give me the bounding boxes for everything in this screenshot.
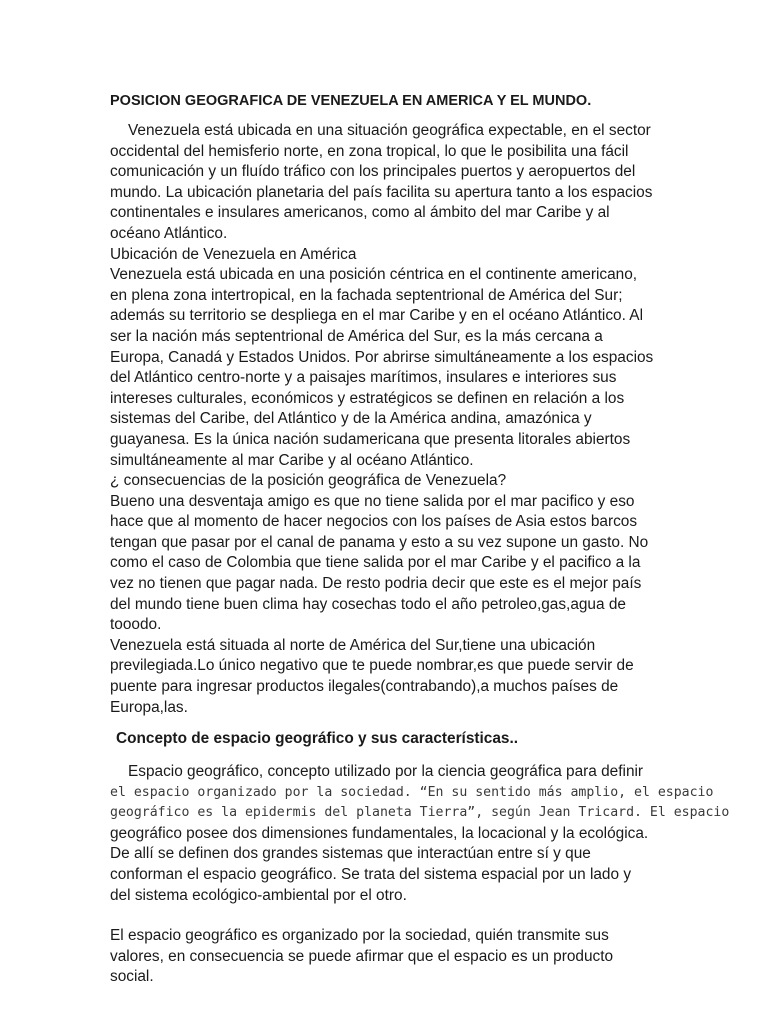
text-line: guayanesa. Es la única nación sudamericana que presenta litorales abiertos bbox=[110, 430, 631, 448]
text-line: conforman el espacio geográfico. Se trata del sistema espacial por un lado y bbox=[110, 865, 632, 883]
document-title: POSICION GEOGRAFICA DE VENEZUELA EN AMERICA Y EL MUNDO. bbox=[110, 93, 592, 109]
text-line: tooodo. bbox=[110, 616, 162, 634]
text-line: además su territorio se despliega en el mar Caribe y en el océano Atlántico. Al bbox=[110, 307, 643, 325]
text-line: Europa, Canadá y Estados Unidos. Por abrirse simultáneamente a los espacios bbox=[110, 348, 654, 366]
text-line: como el caso de Colombia que tiene salida por el mar Caribe y el pacifico a la bbox=[110, 554, 641, 572]
text-line: en plena zona intertropical, en la fachada septentrional de América del Sur; bbox=[110, 286, 623, 304]
text-line: hace que al momento de hacer negocios con los países de Asia estos barcos bbox=[110, 513, 638, 531]
text-line: De allí se definen dos grandes sistemas que interactúan entre sí y que bbox=[110, 845, 591, 863]
question-line: ¿ consecuencias de la posición geográfica de Venezuela? bbox=[110, 472, 507, 490]
text-line: simultáneamente al mar Caribe y al océano Atlántico. bbox=[110, 451, 474, 469]
text-line: Venezuela está situada al norte de América del Sur,tiene una ubicación bbox=[110, 636, 596, 654]
text-line: tengan que pasar por el canal de panama y esto a su vez supone un gasto. No bbox=[110, 533, 649, 551]
subheading-line: Ubicación de Venezuela en América bbox=[110, 245, 357, 263]
text-line: Espacio geográfico, concepto utilizado por la ciencia geográfica para definir bbox=[128, 763, 644, 780]
text-line: del mundo tiene buen clima hay cosechas todo el año petroleo,gas,agua de bbox=[110, 595, 626, 613]
text-line: continentales e insulares americanos, como al ámbito del mar Caribe y al bbox=[110, 204, 610, 222]
text-line: del sistema ecológico-ambiental por el otro. bbox=[110, 886, 407, 904]
text-line: Bueno una desventaja amigo es que no tiene salida por el mar pacifico y eso bbox=[110, 492, 635, 510]
text-line: occidental del hemisferio norte, en zona tropical, lo que le posibilita una fácil bbox=[110, 142, 629, 160]
paragraph-block-3 bbox=[110, 926, 670, 988]
paragraph-block-2 bbox=[110, 762, 730, 906]
text-line: valores, en consecuencia se puede afirmar que el espacio es un producto bbox=[110, 947, 614, 965]
text-line: sistemas del Caribe, del Atlántico y de la América andina, amazónica y bbox=[110, 410, 592, 428]
paragraph-block-1 bbox=[110, 121, 670, 718]
text-line: Europa,las. bbox=[110, 698, 188, 716]
text-line: puente para ingresar productos ilegales(contrabando),a muchos países de bbox=[110, 678, 619, 696]
text-line: mundo. La ubicación planetaria del país facilita su apertura tanto a los espacios bbox=[110, 183, 653, 201]
section-heading: Concepto de espacio geográfico y sus características.. bbox=[116, 730, 519, 747]
quote-line: geográfico es la epidermis del planeta Tierra”, según Jean Tricard. El espacio bbox=[110, 805, 730, 821]
text-line: Venezuela está ubicada en una posición céntrica en el continente americano, bbox=[110, 266, 638, 284]
text-line: del Atlántico centro-norte y a paisajes marítimos, insulares e interiores sus bbox=[110, 369, 617, 387]
text-line: comunicación y un fluído tráfico con los principales puertos y aeropuertos del bbox=[110, 163, 636, 181]
text-line: previlegiada.Lo único negativo que te puede nombrar,es que puede servir de bbox=[110, 657, 634, 675]
text-line: ser la nación más septentrional de América del Sur, es la más cercana a bbox=[110, 327, 603, 345]
text-line: vez no tienen que pagar nada. De resto podria decir que este es el mejor país bbox=[110, 575, 642, 593]
text-line: Venezuela está ubicada en una situación geográfica expectable, en el sector bbox=[128, 122, 651, 139]
text-line: El espacio geográfico es organizado por la sociedad, quién transmite sus bbox=[110, 927, 609, 944]
text-line: océano Atlántico. bbox=[110, 224, 228, 242]
text-line: social. bbox=[110, 968, 154, 986]
quote-line: el espacio organizado por la sociedad. “En su sentido más amplio, el espacio bbox=[110, 784, 714, 800]
text-line: intereses culturales, económicos y estratégicos se definen en relación a los bbox=[110, 389, 625, 407]
text-line: geográfico posee dos dimensiones fundamentales, la locacional y la ecológica. bbox=[110, 824, 649, 842]
